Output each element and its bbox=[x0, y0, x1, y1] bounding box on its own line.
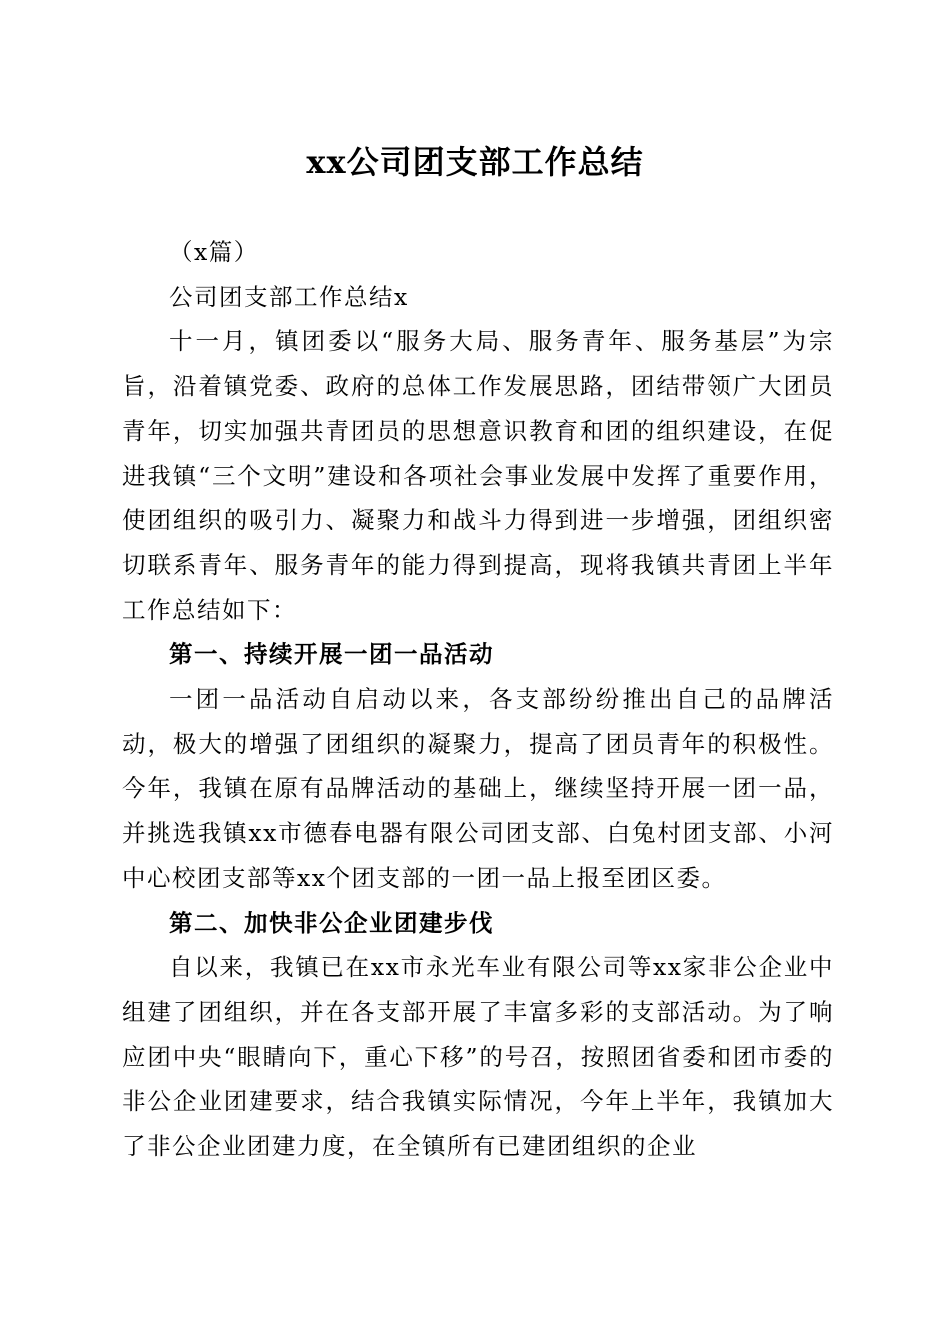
document-title: xx公司团支部工作总结 bbox=[306, 143, 644, 181]
section-heading-2: 第二、加快非公企业团建步伐 bbox=[169, 908, 494, 937]
document-body bbox=[122, 230, 834, 1169]
subtitle-heading: 公司团支部工作总结x bbox=[169, 282, 409, 311]
section-2-paragraph: 自以来，我镇已在xx市永光车业有限公司等xx家非公企业中组建了团组织，并在各支部开展了丰富多彩的支部活动。为了响应团中央“眼睛向下，重心下移”的号召，按照团省委和团市委的非公企业团建要求，结合我镇实际情况，今年上半年，我镇加大了非公企业团建力度，在全镇所有已建团组织的企业 bbox=[122, 953, 834, 1161]
section-1-paragraph: 一团一品活动自启动以来，各支部纷纷推出自己的品牌活动，极大的增强了团组织的凝聚力，提高了团员青年的积极性。今年，我镇在原有品牌活动的基础上，继续坚持开展一团一品，并挑选我镇xx市德春电器有限公司团支部、白兔村团支部、小河中心校团支部等xx个团支部的一团一品上报至团区委。 bbox=[122, 685, 834, 892]
subtitle-count: （x篇） bbox=[169, 238, 259, 266]
intro-paragraph: 十一月，镇团委以“服务大局、服务青年、服务基层”为宗旨，沿着镇党委、政府的总体工作发展思路，团结带领广大团员青年，切实加强共青团员的思想意识教育和团的组织建设，在促进我镇“三个文明”建设和各项社会事业发展中发挥了重要作用，使团组织的吸引力、凝聚力和战斗力得到进一步增强，团组织密切联系青年、服务青年的能力得到提高，现将我镇共青团上半年工作总结如下： bbox=[122, 327, 834, 624]
section-heading-1: 第一、持续开展一团一品活动 bbox=[169, 640, 494, 669]
